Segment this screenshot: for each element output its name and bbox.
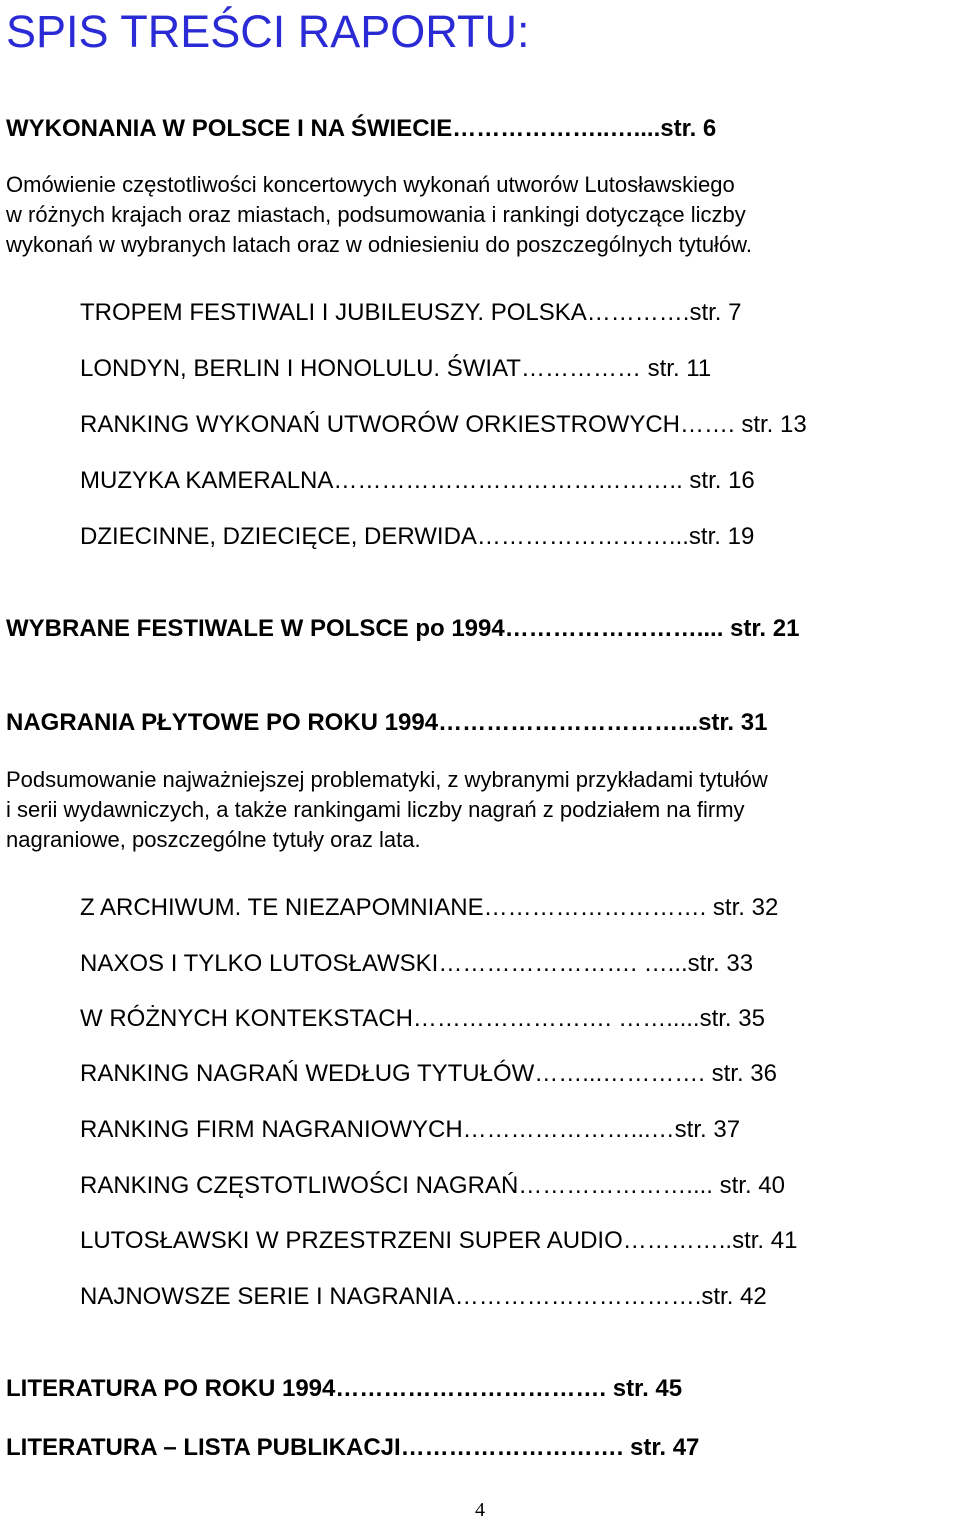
page-title: SPIS TREŚCI RAPORTU: [6, 6, 530, 57]
description-line: wykonań w wybranych latach oraz w odniesieniu do poszczególnych tytułów. [6, 232, 752, 257]
toc-item: RANKING NAGRAŃ WEDŁUG TYTUŁÓW……...…………. str. 36 [80, 1060, 777, 1087]
toc-item: Z ARCHIWUM. TE NIEZAPOMNIANE………………………. str. 32 [80, 894, 779, 921]
toc-heading-festivals: WYBRANE FESTIWALE W POLSCE po 1994…………………….... str. 21 [6, 615, 800, 642]
toc-item: MUZYKA KAMERALNA…………………………………….. str. 16 [80, 467, 755, 494]
toc-item: DZIECINNE, DZIECIĘCE, DERWIDA……………………...str. 19 [80, 523, 755, 550]
toc-item: TROPEM FESTIWALI I JUBILEUSZY. POLSKA………….str. 7 [80, 299, 742, 326]
toc-item: RANKING WYKONAŃ UTWORÓW ORKIESTROWYCH……. str. 13 [80, 411, 807, 438]
page-number: 4 [475, 1499, 485, 1521]
toc-heading-publications: LITERATURA – LISTA PUBLIKACJI………………………. str. 47 [6, 1434, 700, 1461]
description-line: w różnych krajach oraz miastach, podsumowania i rankingi dotyczące liczby [6, 202, 746, 227]
description-line: i serii wydawniczych, a także rankingami liczby nagrań z podziałem na firmy [6, 797, 745, 822]
toc-heading-performances: WYKONANIA W POLSCE I NA ŚWIECIE………………..…....str. 6 [6, 115, 717, 142]
toc-item: W RÓŻNYCH KONTEKSTACH……………………. …….....str. 35 [80, 1005, 765, 1032]
toc-heading-recordings: NAGRANIA PŁYTOWE PO ROKU 1994…………………………...str. 31 [6, 709, 768, 736]
toc-item: RANKING CZĘSTOTLIWOŚCI NAGRAŃ………………….... str. 40 [80, 1172, 785, 1199]
description-line: Omówienie częstotliwości koncertowych wykonań utworów Lutosławskiego [6, 172, 735, 197]
description-line: nagraniowe, poszczególne tytuły oraz lata. [6, 827, 421, 852]
toc-heading-literature: LITERATURA PO ROKU 1994……………………………. str. 45 [6, 1375, 683, 1402]
toc-item: NAXOS I TYLKO LUTOSŁAWSKI……………………. …...str. 33 [80, 950, 754, 977]
toc-item: RANKING FIRM NAGRANIOWYCH…………………...…str. 37 [80, 1116, 741, 1143]
toc-description-recordings [6, 765, 946, 855]
toc-item: LONDYN, BERLIN I HONOLULU. ŚWIAT…………… str. 11 [80, 355, 712, 382]
toc-description-performances [6, 170, 946, 260]
toc-item: NAJNOWSZE SERIE I NAGRANIA………………………….str. 42 [80, 1283, 767, 1310]
toc-item: LUTOSŁAWSKI W PRZESTRZENI SUPER AUDIO…………..str. 41 [80, 1227, 798, 1254]
description-line: Podsumowanie najważniejszej problematyki, z wybranymi przykładami tytułów [6, 767, 768, 792]
